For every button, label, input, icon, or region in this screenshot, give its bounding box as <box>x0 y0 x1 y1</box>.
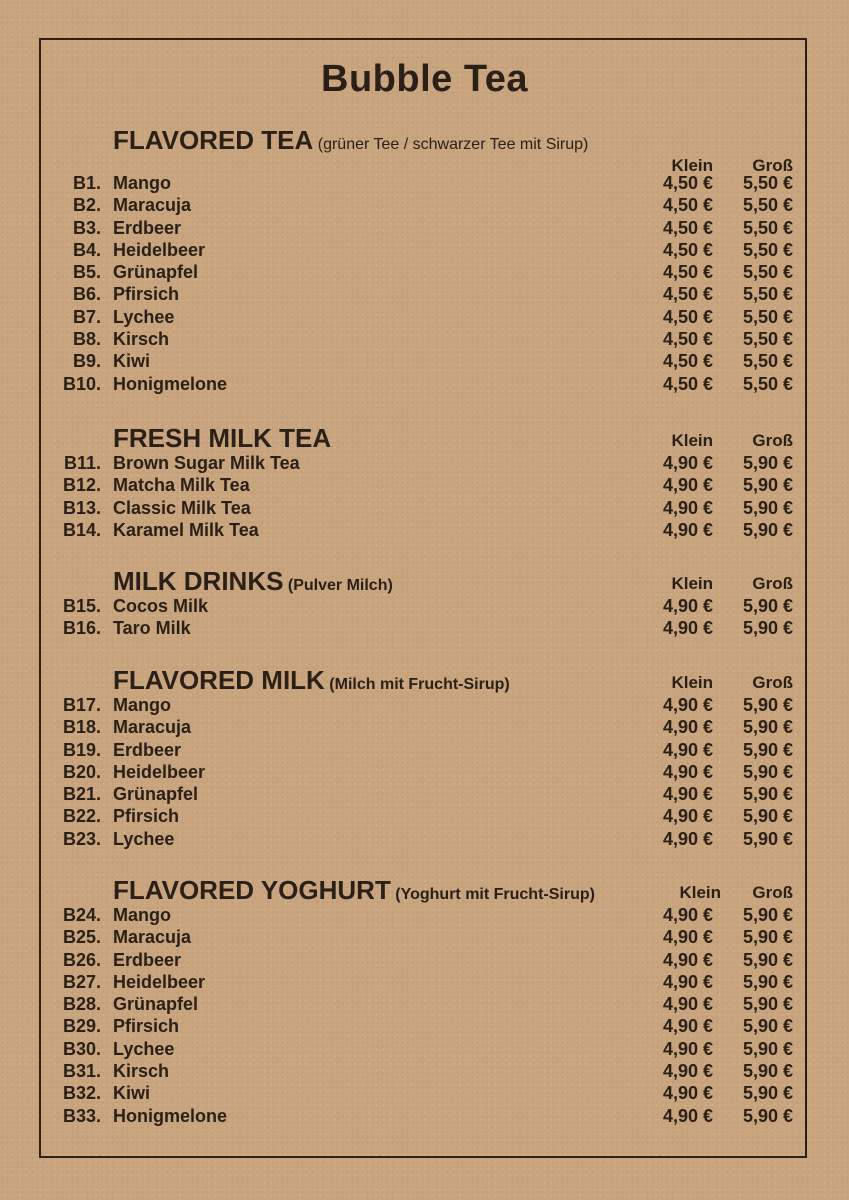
price-gross: 5,50 € <box>742 217 793 238</box>
item-name: Maracuja <box>113 927 192 948</box>
item-code: B25. <box>62 927 101 948</box>
menu-item-row <box>0 994 849 1016</box>
section-header <box>0 875 849 905</box>
menu-title: Bubble Tea <box>321 58 528 100</box>
price-gross: 5,90 € <box>742 784 793 805</box>
price-klein: 4,90 € <box>662 1016 713 1037</box>
price-gross: 5,90 € <box>742 994 793 1015</box>
price-klein: 4,90 € <box>662 695 713 715</box>
menu-item-row <box>0 927 849 949</box>
price-gross: 5,90 € <box>742 1061 793 1082</box>
section-subtitle: (grüner Tee / schwarzer Tee mit Sirup) <box>317 136 589 153</box>
price-klein: 4,90 € <box>662 784 713 805</box>
price-klein: 4,90 € <box>662 828 713 849</box>
price-klein: 4,90 € <box>662 1061 713 1082</box>
price-gross: 5,90 € <box>742 1016 793 1037</box>
section-flavored-milk <box>0 665 849 851</box>
price-gross: 5,50 € <box>742 284 793 305</box>
item-code: B13. <box>62 497 101 518</box>
price-gross: 5,90 € <box>742 717 793 738</box>
column-header-gross: Groß <box>752 156 793 175</box>
section-flavored-tea <box>0 125 849 396</box>
price-gross: 5,90 € <box>742 596 793 616</box>
price-gross: 5,90 € <box>742 1038 793 1059</box>
price-klein: 4,90 € <box>662 949 713 970</box>
price-klein: 4,90 € <box>662 905 713 925</box>
section-flavored-yoghurt <box>0 875 849 1128</box>
item-name: Mango <box>113 695 171 715</box>
section-title <box>113 423 331 454</box>
item-name: Erdbeer <box>113 739 182 760</box>
item-name: Heidelbeer <box>113 761 206 782</box>
item-list <box>0 173 849 396</box>
menu-item-row <box>0 173 849 195</box>
price-klein: 4,50 € <box>662 284 713 305</box>
price-gross: 5,50 € <box>742 329 793 350</box>
item-name: Kirsch <box>113 1061 170 1082</box>
section-name: FRESH MILK TEA <box>113 423 332 453</box>
item-name: Honigmelone <box>113 373 228 394</box>
price-klein: 4,90 € <box>662 761 713 782</box>
price-gross: 5,50 € <box>742 373 793 394</box>
price-klein: 4,90 € <box>662 1038 713 1059</box>
item-code: B14. <box>62 519 101 540</box>
menu-item-row <box>0 762 849 784</box>
item-list <box>0 905 849 1128</box>
price-gross: 5,90 € <box>742 971 793 992</box>
menu-item-row <box>0 351 849 373</box>
menu-item-row <box>0 262 849 284</box>
item-code: B5. <box>72 262 101 283</box>
item-code: B31. <box>62 1061 101 1082</box>
section-header <box>0 566 849 596</box>
section-name: MILK DRINKS <box>113 566 284 596</box>
item-name: Karamel Milk Tea <box>113 519 259 540</box>
price-gross: 5,50 € <box>742 239 793 260</box>
item-name: Kirsch <box>113 329 170 350</box>
price-gross: 5,90 € <box>742 806 793 827</box>
price-klein: 4,50 € <box>662 239 713 260</box>
menu-item-row <box>0 717 849 739</box>
price-klein: 4,90 € <box>662 1105 713 1126</box>
price-gross: 5,50 € <box>742 195 793 216</box>
item-code: B18. <box>62 717 101 738</box>
item-code: B27. <box>62 971 101 992</box>
price-klein: 4,50 € <box>662 351 713 372</box>
menu-item-row <box>0 498 849 520</box>
item-name: Lychee <box>113 1038 175 1059</box>
item-name: Pfirsich <box>113 806 180 827</box>
item-code: B30. <box>62 1038 101 1059</box>
price-klein: 4,50 € <box>662 373 713 394</box>
item-name: Erdbeer <box>113 217 182 238</box>
menu-item-row <box>0 1039 849 1061</box>
item-name: Classic Milk Tea <box>113 497 251 518</box>
item-name: Lychee <box>113 828 175 849</box>
section-header <box>0 423 849 453</box>
price-gross: 5,50 € <box>742 173 793 193</box>
menu-item-row <box>0 784 849 806</box>
item-name: Maracuja <box>113 717 192 738</box>
price-gross: 5,90 € <box>742 949 793 970</box>
item-name: Pfirsich <box>113 284 180 305</box>
item-code: B7. <box>72 306 101 327</box>
menu-item-row <box>0 806 849 828</box>
menu-item-row <box>0 520 849 542</box>
section-fresh-milk-tea <box>0 423 849 542</box>
section-title <box>113 875 595 906</box>
item-name: Lychee <box>113 306 175 327</box>
price-klein: 4,90 € <box>662 596 713 616</box>
item-code: B2. <box>72 195 101 216</box>
price-gross: 5,90 € <box>742 828 793 849</box>
item-code: B1. <box>72 173 101 193</box>
menu-item-row <box>0 905 849 927</box>
item-name: Matcha Milk Tea <box>113 475 250 496</box>
price-gross: 5,90 € <box>742 453 793 473</box>
item-code: B9. <box>72 351 101 372</box>
price-klein: 4,50 € <box>662 306 713 327</box>
price-klein: 4,90 € <box>662 618 713 639</box>
column-header-gross: Groß <box>752 673 793 692</box>
menu-item-row <box>0 475 849 497</box>
item-code: B4. <box>72 239 101 260</box>
item-name: Pfirsich <box>113 1016 180 1037</box>
price-klein: 4,90 € <box>662 475 713 496</box>
price-klein: 4,50 € <box>662 195 713 216</box>
menu-item-row <box>0 618 849 640</box>
item-name: Grünapfel <box>113 262 199 283</box>
column-header-klein: Klein <box>679 883 721 902</box>
item-code: B8. <box>72 329 101 350</box>
item-list <box>0 596 849 641</box>
menu-item-row <box>0 195 849 217</box>
section-name: FLAVORED YOGHURT <box>113 875 391 905</box>
item-name: Mango <box>113 173 171 193</box>
column-header-gross: Groß <box>752 431 793 450</box>
price-gross: 5,90 € <box>742 519 793 540</box>
price-klein: 4,90 € <box>662 739 713 760</box>
item-name: Grünapfel <box>113 784 199 805</box>
item-code: B12. <box>62 475 101 496</box>
menu-item-row <box>0 453 849 475</box>
price-klein: 4,90 € <box>662 717 713 738</box>
section-header <box>0 125 849 175</box>
item-code: B16. <box>62 618 101 639</box>
price-gross: 5,50 € <box>742 351 793 372</box>
column-header-gross: Groß <box>752 883 793 902</box>
price-klein: 4,90 € <box>662 927 713 948</box>
item-code: B32. <box>62 1083 101 1104</box>
item-name: Maracuja <box>113 195 192 216</box>
menu-item-row <box>0 307 849 329</box>
section-title <box>113 566 393 597</box>
price-klein: 4,50 € <box>662 329 713 350</box>
price-klein: 4,90 € <box>662 806 713 827</box>
price-gross: 5,50 € <box>742 306 793 327</box>
price-klein: 4,90 € <box>662 497 713 518</box>
item-code: B10. <box>62 373 101 394</box>
menu-item-row <box>0 218 849 240</box>
item-list <box>0 453 849 542</box>
item-name: Heidelbeer <box>113 971 206 992</box>
price-klein: 4,90 € <box>662 1083 713 1104</box>
column-header-klein: Klein <box>671 673 713 692</box>
section-subtitle: (Milch mit Frucht-Sirup) <box>329 676 510 693</box>
price-klein: 4,50 € <box>662 173 713 193</box>
menu-item-row <box>0 972 849 994</box>
item-code: B28. <box>62 994 101 1015</box>
price-gross: 5,90 € <box>742 695 793 715</box>
section-header <box>0 665 849 695</box>
item-code: B26. <box>62 949 101 970</box>
item-code: B23. <box>62 828 101 849</box>
price-gross: 5,90 € <box>742 739 793 760</box>
menu-item-row <box>0 596 849 618</box>
column-header-klein: Klein <box>671 574 713 593</box>
price-gross: 5,90 € <box>742 475 793 496</box>
item-code: B19. <box>62 739 101 760</box>
price-gross: 5,90 € <box>742 1083 793 1104</box>
item-code: B3. <box>72 217 101 238</box>
item-list <box>0 695 849 851</box>
price-gross: 5,90 € <box>742 497 793 518</box>
price-gross: 5,90 € <box>742 905 793 925</box>
item-name: Grünapfel <box>113 994 199 1015</box>
section-title <box>113 125 588 156</box>
item-name: Honigmelone <box>113 1105 228 1126</box>
item-name: Cocos Milk <box>113 596 209 616</box>
section-name: FLAVORED TEA <box>113 125 314 155</box>
item-code: B15. <box>62 596 101 616</box>
menu-item-row <box>0 1106 849 1128</box>
column-header-gross: Groß <box>752 574 793 593</box>
item-code: B33. <box>62 1105 101 1126</box>
section-name: FLAVORED MILK <box>113 665 325 695</box>
menu-item-row <box>0 829 849 851</box>
menu-item-row <box>0 240 849 262</box>
section-milk-drinks <box>0 566 849 641</box>
menu-item-row <box>0 284 849 306</box>
menu-item-row <box>0 1061 849 1083</box>
menu-item-row <box>0 740 849 762</box>
item-name: Brown Sugar Milk Tea <box>113 453 300 473</box>
column-header-klein: Klein <box>671 431 713 450</box>
menu-item-row <box>0 329 849 351</box>
item-name: Kiwi <box>113 1083 151 1104</box>
item-code: B24. <box>62 905 101 925</box>
item-name: Erdbeer <box>113 949 182 970</box>
price-gross: 5,90 € <box>742 1105 793 1126</box>
item-name: Heidelbeer <box>113 239 206 260</box>
item-code: B22. <box>62 806 101 827</box>
price-gross: 5,90 € <box>742 761 793 782</box>
item-code: B6. <box>72 284 101 305</box>
column-header-klein: Klein <box>671 156 713 175</box>
menu-item-row <box>0 695 849 717</box>
price-gross: 5,50 € <box>742 262 793 283</box>
price-klein: 4,50 € <box>662 217 713 238</box>
menu-item-row <box>0 374 849 396</box>
menu-item-row <box>0 1083 849 1105</box>
item-name: Taro Milk <box>113 618 191 639</box>
price-klein: 4,90 € <box>662 994 713 1015</box>
section-subtitle: (Yoghurt mit Frucht-Sirup) <box>395 886 595 903</box>
price-klein: 4,90 € <box>662 453 713 473</box>
item-name: Kiwi <box>113 351 151 372</box>
menu-item-row <box>0 1016 849 1038</box>
section-title <box>113 665 510 696</box>
price-klein: 4,90 € <box>662 971 713 992</box>
menu-item-row <box>0 950 849 972</box>
section-subtitle: (Pulver Milch) <box>287 577 393 594</box>
item-code: B11. <box>63 453 101 473</box>
item-name: Mango <box>113 905 171 925</box>
price-gross: 5,90 € <box>742 927 793 948</box>
price-klein: 4,90 € <box>662 519 713 540</box>
price-gross: 5,90 € <box>742 618 793 639</box>
item-code: B17. <box>62 695 101 715</box>
item-code: B29. <box>62 1016 101 1037</box>
item-code: B20. <box>62 761 101 782</box>
item-code: B21. <box>62 784 101 805</box>
price-klein: 4,50 € <box>662 262 713 283</box>
